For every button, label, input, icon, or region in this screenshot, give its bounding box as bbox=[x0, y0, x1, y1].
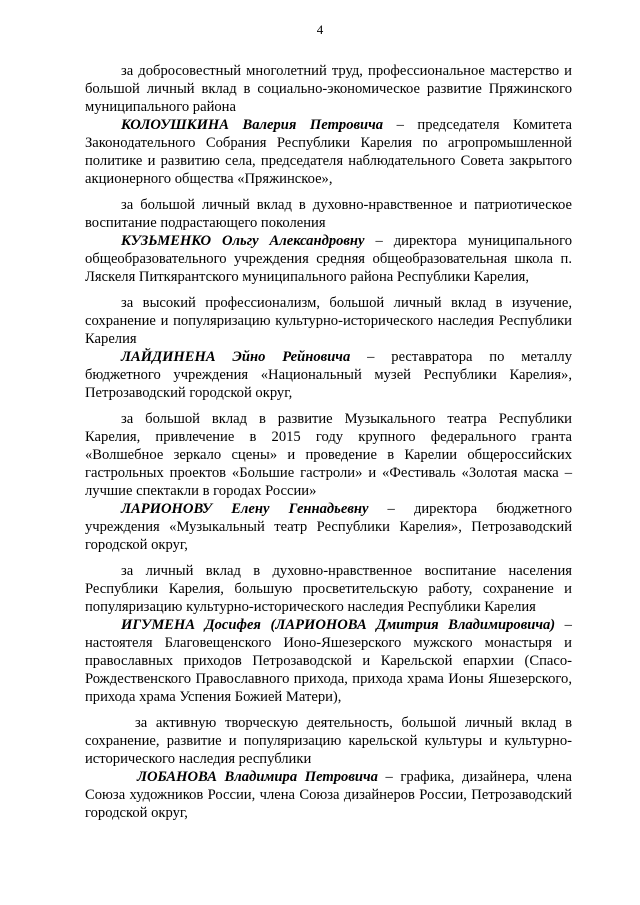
awardee-name: ИГУМЕНА Досифея (ЛАРИОНОВА Дмитрия Владимировича) bbox=[121, 617, 556, 633]
awardee-name: ЛОБАНОВА Владимира Петровича bbox=[137, 769, 378, 785]
award-entry bbox=[85, 714, 572, 822]
awardee-name: КУЗЬМЕНКО Ольгу Александровну bbox=[121, 233, 365, 249]
award-entry bbox=[85, 294, 572, 402]
awardee-name: ЛАЙДИНЕНА Эйно Рейновича bbox=[121, 349, 351, 365]
awardee-paragraph bbox=[85, 348, 572, 402]
awardee-description: – директора бюджетного учреждения «Музыкальный театр Республики Карелия», Петрозаводский городской округ, bbox=[85, 501, 572, 553]
award-reason: за большой вклад в развитие Музыкального театра Республики Карелия, привлечение в 2015 году крупного федерального гранта «Волшебное зеркало сцены» и проведение в Карелии общероссийских гастрольных проектов «Большие гастроли» и «Фестиваль «Золотая маска – лучшие спектакли в городах России» bbox=[85, 411, 572, 499]
award-reason: за личный вклад в духовно-нравственное воспитание населения Республики Карелия, большую просветительскую работу, сохранение и популяризацию культурно-исторического наследия Республики Карелия bbox=[85, 563, 572, 615]
award-entry bbox=[85, 562, 572, 706]
award-entry bbox=[85, 410, 572, 554]
award-reason: за высокий профессионализм, большой личный вклад в изучение, сохранение и популяризацию культурно-исторического наследия Республики Карелия bbox=[85, 295, 572, 347]
awardee-paragraph bbox=[85, 232, 572, 286]
awardee-paragraph bbox=[85, 616, 572, 706]
awardee-paragraph bbox=[85, 500, 572, 554]
award-reason: за активную творческую деятельность, большой личный вклад в сохранение, развитие и популяризацию карельской культуры и культурно-исторического наследия республики bbox=[85, 715, 572, 767]
award-entry bbox=[85, 62, 572, 188]
awardee-paragraph bbox=[85, 116, 572, 188]
awardee-description: – директора муниципального общеобразовательного учреждения средняя общеобразовательная школа п. Ляскеля Питкярантского муниципального района Республики Карелия, bbox=[85, 233, 573, 285]
awardee-description: – настоятеля Благовещенского Ионо-Яшезерского мужского монастыря и православных приходов Петрозаводской и Карельской епархии (Спасо-Рождественского Православного прихода, прихода храма Ионы Яшезерского, прихода храма Успения Божией Матери), bbox=[85, 617, 572, 705]
award-entry bbox=[85, 196, 572, 286]
award-reason: за большой личный вклад в духовно-нравственное и патриотическое воспитание подрастающего поколения bbox=[85, 197, 572, 231]
awardee-description: – председателя Комитета Законодательного Собрания Республики Карелия по агропромышленной политике и развитию села, председателя наблюдательного Совета закрытого акционерного общества «Пряжинское», bbox=[85, 117, 572, 187]
award-reason: за добросовестный многолетний труд, профессиональное мастерство и большой личный вклад в социально-экономическое развитие Пряжинского муниципального района bbox=[85, 63, 572, 115]
page-number: 4 bbox=[316, 22, 324, 37]
awardee-paragraph bbox=[85, 768, 572, 822]
awardee-name: КОЛОУШКИНА Валерия Петровича bbox=[121, 117, 384, 133]
awardee-name: ЛАРИОНОВУ Елену Геннадьевну bbox=[121, 501, 369, 517]
document-body bbox=[85, 62, 572, 830]
awardee-description: – графика, дизайнера, члена Союза художников России, члена Союза дизайнеров России, Петрозаводский городской округ, bbox=[85, 769, 572, 821]
awardee-description: – реставратора по металлу бюджетного учреждения «Национальный музей Республики Карелия», Петрозаводский городской округ, bbox=[85, 349, 572, 401]
